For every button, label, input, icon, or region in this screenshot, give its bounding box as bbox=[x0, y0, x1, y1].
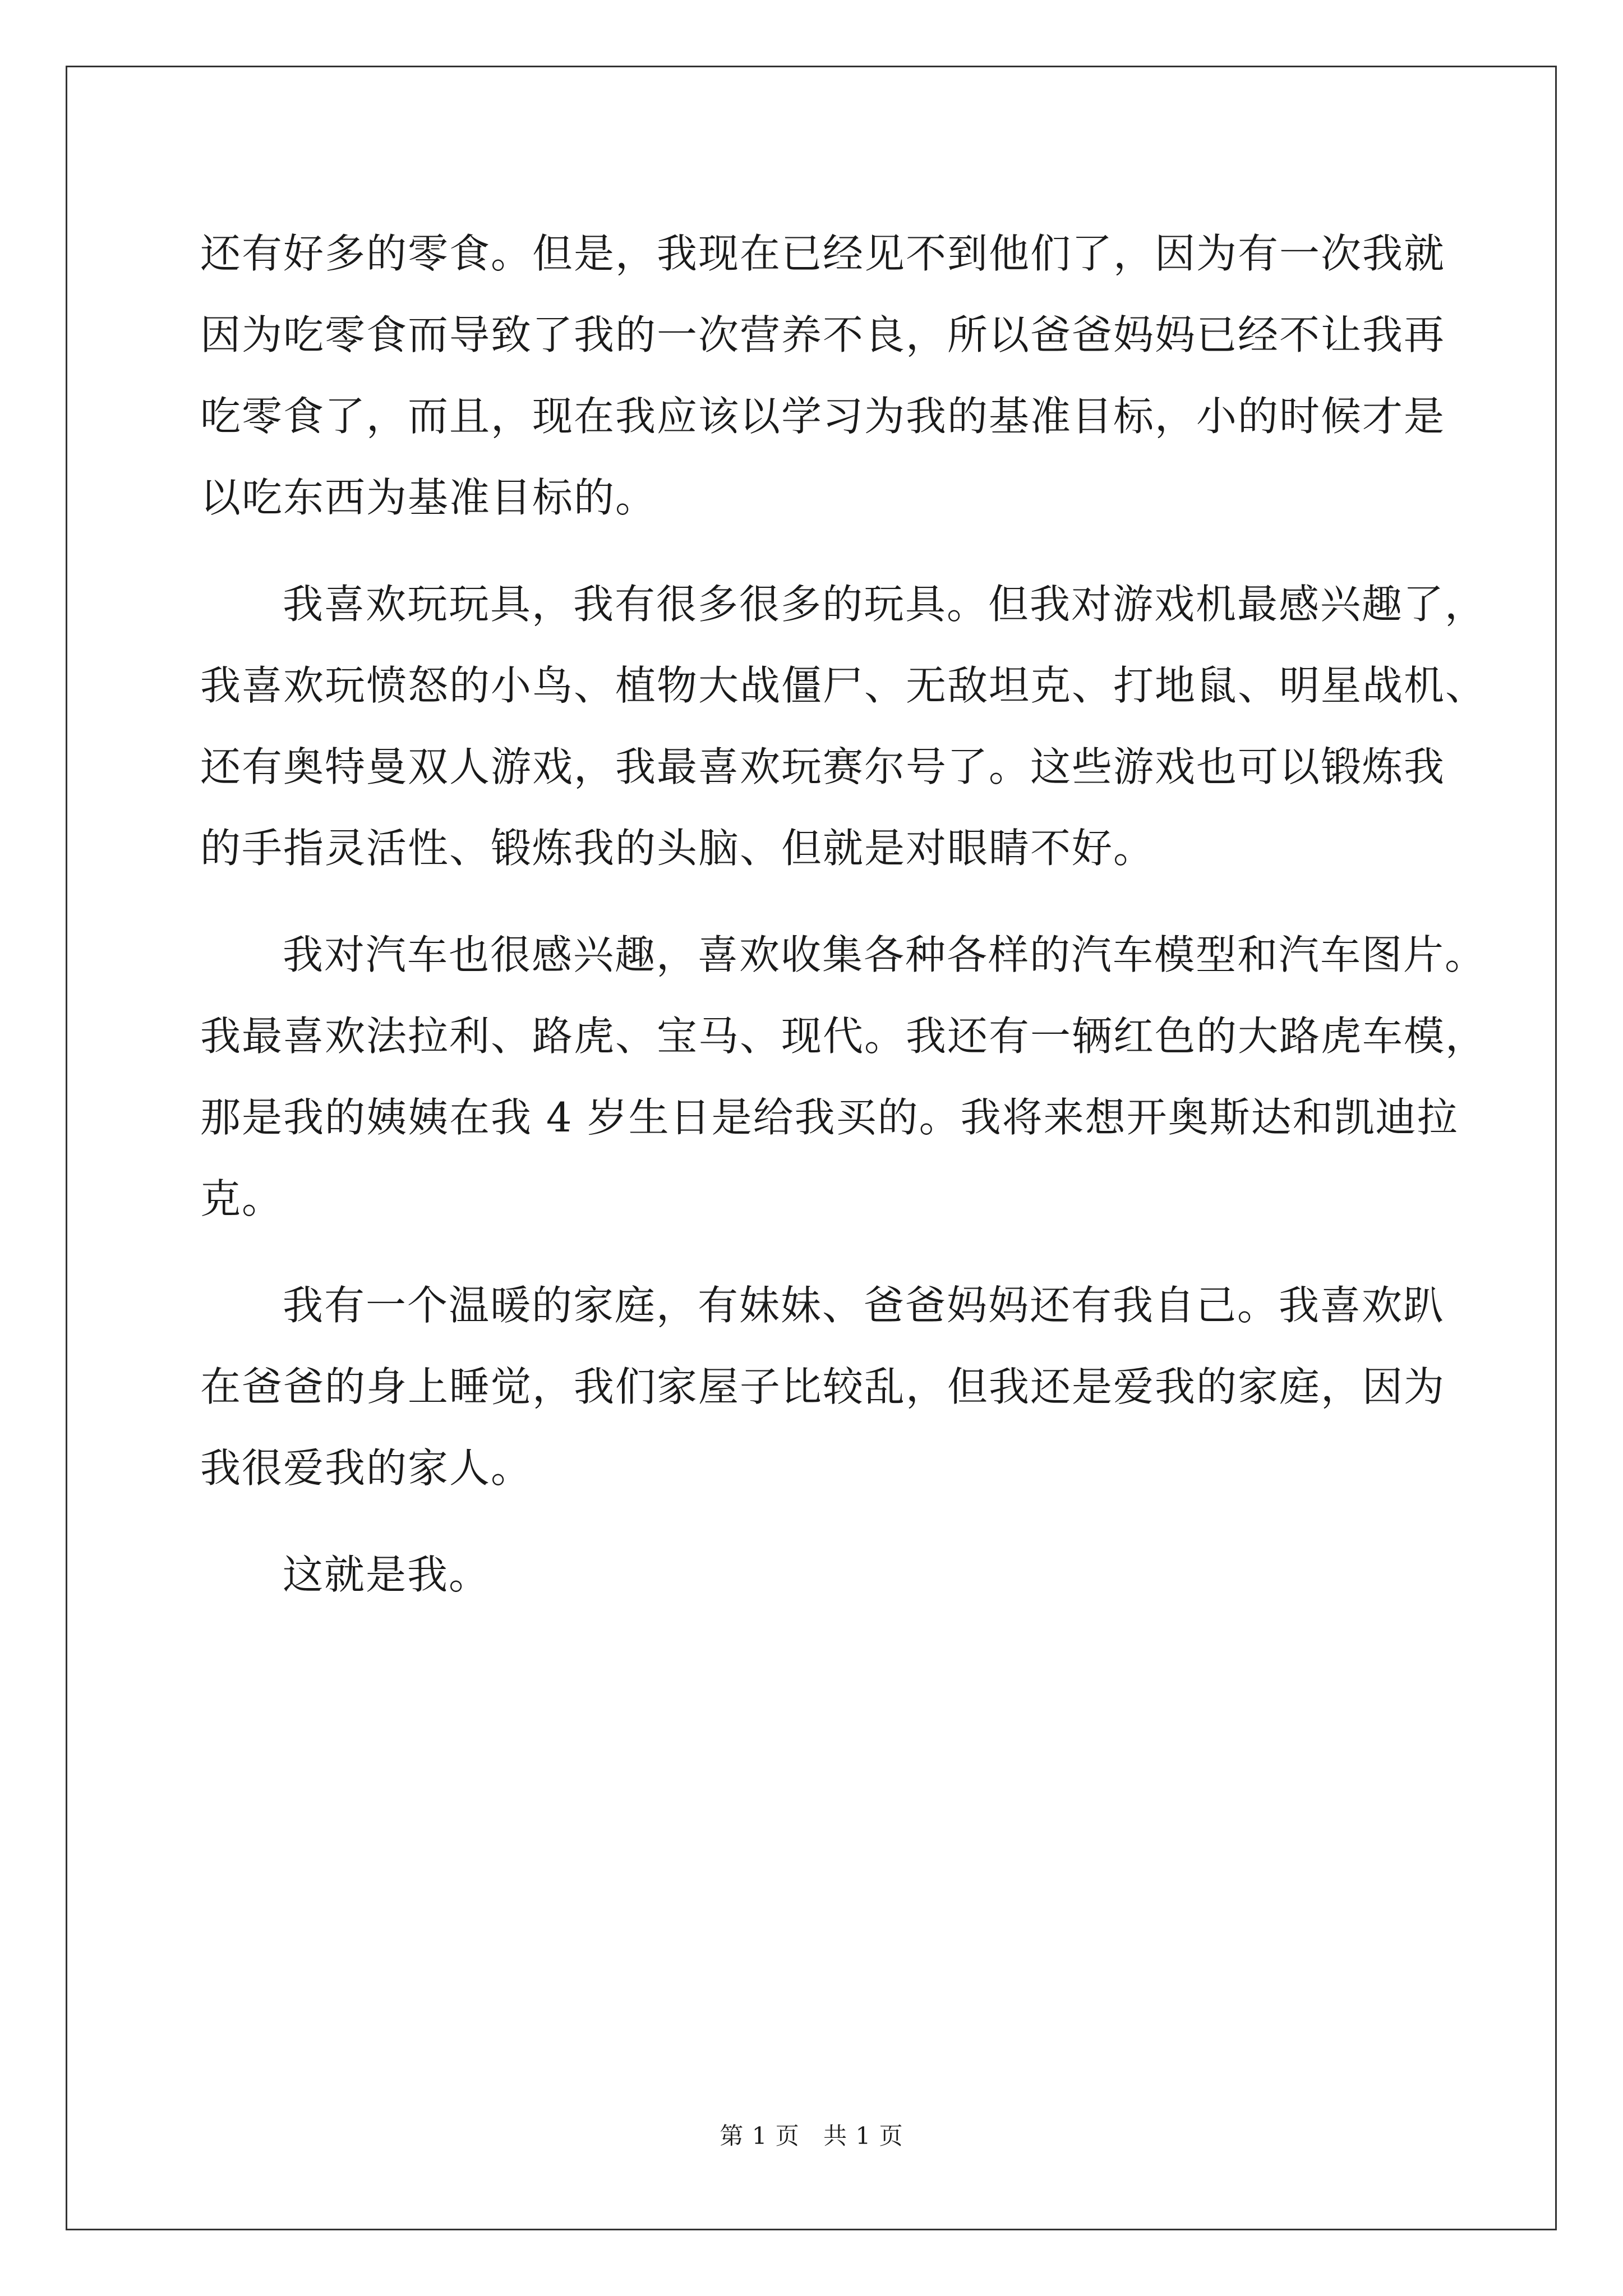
text-line: 那是我的姨姨在我 4 岁生日是给我买的。我将来想开奥斯达和凯迪拉 bbox=[200, 1094, 1459, 1141]
paragraph bbox=[200, 914, 1487, 1240]
paragraph-gap bbox=[200, 539, 1445, 564]
paragraph-gap bbox=[200, 1509, 1445, 1534]
text-line: 我喜欢玩愤怒的小鸟、植物大战僵尸、无敌坦克、打地鼠、明星战机、 bbox=[200, 662, 1487, 709]
text-line: 的手指灵活性、锻炼我的头脑、但就是对眼睛不好。 bbox=[200, 825, 1155, 872]
paragraph-gap bbox=[200, 1240, 1445, 1265]
paragraph bbox=[200, 564, 1487, 889]
paragraph bbox=[200, 1534, 1445, 1616]
text-line: 我很爱我的家人。 bbox=[200, 1444, 533, 1492]
text-line: 我对汽车也很感兴趣，喜欢收集各种各样的汽车模型和汽车图片。 bbox=[283, 931, 1487, 978]
document-body bbox=[200, 213, 1487, 1616]
text-line: 还有奥特曼双人游戏，我最喜欢玩赛尔号了。这些游戏也可以锻炼我 bbox=[200, 743, 1446, 790]
text-line: 我有一个温暖的家庭，有妹妹、爸爸妈妈还有我自己。我喜欢趴 bbox=[283, 1282, 1445, 1329]
text-line: 吃零食了，而且，现在我应该以学习为我的基准目标，小的时候才是 bbox=[200, 393, 1446, 440]
page-footer bbox=[0, 2118, 1623, 2151]
text-line: 我最喜欢法拉利、路虎、宝马、现代。我还有一辆红色的大路虎车模， bbox=[200, 1013, 1487, 1060]
text-line: 因为吃零食而导致了我的一次营养不良，所以爸爸妈妈已经不让我再 bbox=[200, 311, 1446, 358]
text-line: 这就是我。 bbox=[283, 1551, 491, 1598]
page-total: 共 1 页 bbox=[823, 2122, 903, 2150]
paragraph bbox=[200, 213, 1445, 539]
text-line: 克。 bbox=[200, 1175, 284, 1222]
paragraph-gap bbox=[200, 889, 1445, 914]
paragraph bbox=[200, 1265, 1445, 1509]
text-line: 以吃东西为基准目标的。 bbox=[200, 474, 657, 521]
text-line: 我喜欢玩玩具，我有很多很多的玩具。但我对游戏机最感兴趣了， bbox=[283, 581, 1487, 628]
text-line: 在爸爸的身上睡觉，我们家屋子比较乱，但我还是爱我的家庭，因为 bbox=[200, 1363, 1446, 1410]
page-number: 第 1 页 bbox=[720, 2122, 800, 2150]
text-line: 还有好多的零食。但是，我现在已经见不到他们了，因为有一次我就 bbox=[200, 230, 1446, 277]
